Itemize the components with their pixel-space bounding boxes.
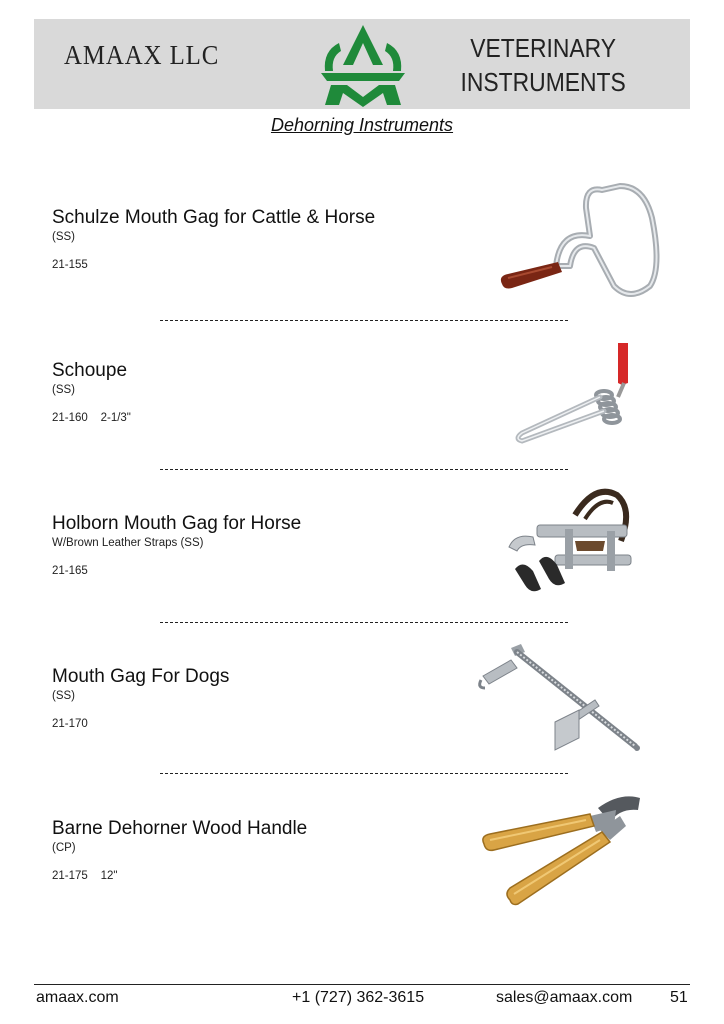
barne-dehorner-image xyxy=(470,786,650,916)
section-divider xyxy=(160,469,568,470)
catalog-title-line1: VETERINARY xyxy=(470,33,617,63)
product-item xyxy=(52,513,472,577)
footer-website: amaax.com xyxy=(36,989,119,1006)
footer-phone: +1 (727) 362-3615 xyxy=(292,989,425,1006)
holborn-mouth-gag-image xyxy=(495,485,655,605)
product-item xyxy=(52,207,472,271)
product-name: Mouth Gag For Dogs xyxy=(52,666,230,687)
product-item xyxy=(52,360,472,424)
footer-email: sales@amaax.com xyxy=(496,989,633,1006)
product-name: Holborn Mouth Gag for Horse xyxy=(52,513,302,534)
amaax-logo-icon xyxy=(317,21,409,107)
catalog-title xyxy=(461,31,626,99)
product-name: Schoupe xyxy=(52,360,128,381)
product-item xyxy=(52,666,472,730)
company-name: AMAAX LLC xyxy=(64,40,220,70)
schoupe-image xyxy=(500,335,660,450)
section-divider xyxy=(160,320,568,321)
footer-rule xyxy=(34,984,690,985)
product-subtitle: (SS) xyxy=(52,384,75,396)
product-name: Barne Dehorner Wood Handle xyxy=(52,818,308,839)
product-subtitle: (SS) xyxy=(52,231,75,243)
product-item xyxy=(52,818,472,882)
product-code: 21-155 xyxy=(52,259,88,271)
dog-mouth-gag-image xyxy=(475,640,650,760)
section-title: Dehorning Instruments xyxy=(270,115,454,135)
product-name: Schulze Mouth Gag for Cattle & Horse xyxy=(52,207,376,228)
catalog-title-line2: INSTRUMENTS xyxy=(460,67,626,97)
catalog-header xyxy=(34,19,690,109)
section-divider xyxy=(160,773,568,774)
product-subtitle: (CP) xyxy=(52,842,76,854)
product-code: 21-160 2-1/3" xyxy=(52,412,131,424)
product-code: 21-165 xyxy=(52,565,88,577)
page-number: 51 xyxy=(670,989,688,1006)
product-subtitle: (SS) xyxy=(52,690,75,702)
product-subtitle: W/Brown Leather Straps (SS) xyxy=(52,537,204,549)
product-code: 21-175 12" xyxy=(52,870,118,882)
section-divider xyxy=(160,622,568,623)
product-code: 21-170 xyxy=(52,718,88,730)
mouth-gag-cattle-image xyxy=(490,178,670,303)
